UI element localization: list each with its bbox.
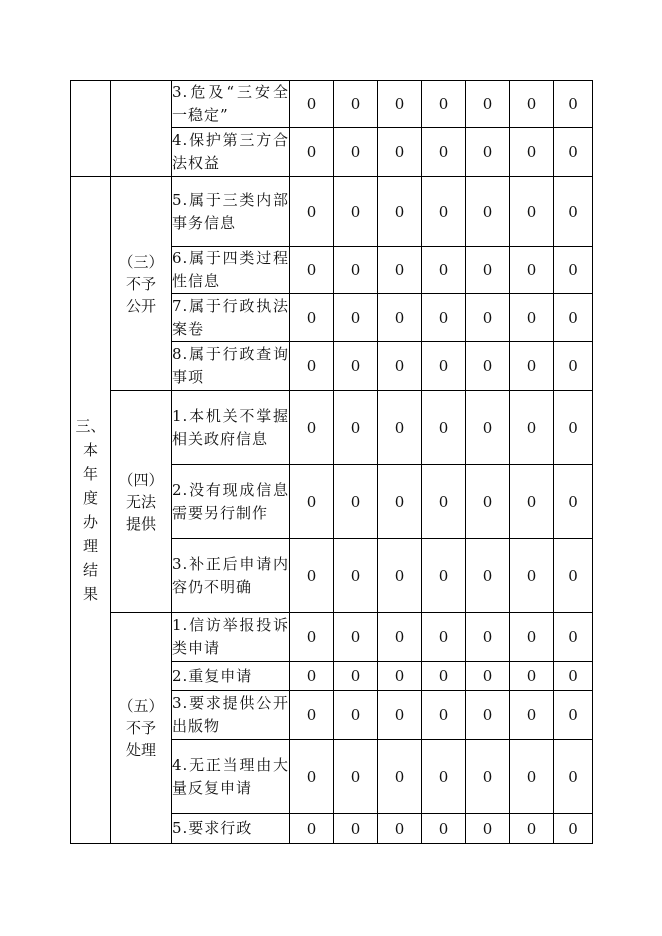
value-cell: 0 bbox=[334, 465, 378, 539]
value-cell: 0 bbox=[422, 539, 466, 613]
item-label: 5.要求行政 bbox=[172, 814, 290, 844]
value-cell: 0 bbox=[334, 342, 378, 391]
value-cell: 0 bbox=[378, 247, 422, 294]
value-cell: 0 bbox=[378, 81, 422, 128]
item-label: 3.危及“三安全一稳定” bbox=[172, 81, 290, 128]
value-cell: 0 bbox=[510, 128, 554, 177]
label-line: 不予 bbox=[125, 719, 156, 737]
value-cell: 0 bbox=[334, 247, 378, 294]
value-cell: 0 bbox=[290, 81, 334, 128]
table-row bbox=[71, 613, 593, 662]
label-line: （五） bbox=[118, 697, 164, 715]
value-cell: 0 bbox=[466, 662, 510, 691]
value-cell: 0 bbox=[510, 247, 554, 294]
value-cell: 0 bbox=[554, 128, 593, 177]
table-body bbox=[71, 81, 593, 844]
value-cell: 0 bbox=[422, 691, 466, 740]
value-cell: 0 bbox=[290, 613, 334, 662]
value-cell: 0 bbox=[554, 691, 593, 740]
value-cell: 0 bbox=[510, 177, 554, 247]
value-cell: 0 bbox=[510, 691, 554, 740]
value-cell: 0 bbox=[466, 539, 510, 613]
value-cell: 0 bbox=[290, 691, 334, 740]
value-cell: 0 bbox=[466, 342, 510, 391]
value-cell: 0 bbox=[290, 740, 334, 814]
value-cell: 0 bbox=[466, 740, 510, 814]
value-cell: 0 bbox=[510, 539, 554, 613]
item-label: 7.属于行政执法案卷 bbox=[172, 294, 290, 342]
value-cell: 0 bbox=[290, 539, 334, 613]
value-cell: 0 bbox=[466, 613, 510, 662]
label-line: （四） bbox=[118, 470, 164, 489]
group-label-not-process bbox=[111, 613, 172, 844]
value-cell: 0 bbox=[422, 177, 466, 247]
label-line: 三、 bbox=[75, 417, 106, 435]
label-line: 理 bbox=[82, 537, 98, 555]
value-cell: 0 bbox=[510, 613, 554, 662]
label-line: 公开 bbox=[125, 296, 156, 315]
value-cell: 0 bbox=[554, 247, 593, 294]
item-label: 2.重复申请 bbox=[172, 662, 290, 691]
blank-section-cell bbox=[71, 81, 111, 177]
value-cell: 0 bbox=[378, 294, 422, 342]
value-cell: 0 bbox=[466, 294, 510, 342]
section-label-annual-results bbox=[71, 177, 111, 844]
item-label: 1.信访举报投诉类申请 bbox=[172, 613, 290, 662]
item-label: 2.没有现成信息需要另行制作 bbox=[172, 465, 290, 539]
value-cell: 0 bbox=[466, 465, 510, 539]
label-line: 处理 bbox=[125, 741, 156, 759]
value-cell: 0 bbox=[378, 539, 422, 613]
value-cell: 0 bbox=[422, 247, 466, 294]
disclosure-results-table bbox=[70, 80, 593, 844]
item-label: 3.补正后申请内容仍不明确 bbox=[172, 539, 290, 613]
label-line: 不予 bbox=[125, 274, 156, 293]
value-cell: 0 bbox=[554, 662, 593, 691]
value-cell: 0 bbox=[422, 294, 466, 342]
value-cell: 0 bbox=[334, 814, 378, 844]
value-cell: 0 bbox=[510, 465, 554, 539]
label-line: 果 bbox=[82, 585, 98, 603]
value-cell: 0 bbox=[290, 177, 334, 247]
value-cell: 0 bbox=[378, 391, 422, 465]
value-cell: 0 bbox=[422, 342, 466, 391]
table-row bbox=[71, 177, 593, 247]
value-cell: 0 bbox=[334, 128, 378, 177]
value-cell: 0 bbox=[334, 539, 378, 613]
value-cell: 0 bbox=[510, 740, 554, 814]
value-cell: 0 bbox=[290, 342, 334, 391]
value-cell: 0 bbox=[334, 613, 378, 662]
value-cell: 0 bbox=[466, 691, 510, 740]
value-cell: 0 bbox=[466, 177, 510, 247]
label-line: 结 bbox=[82, 561, 98, 579]
value-cell: 0 bbox=[334, 662, 378, 691]
value-cell: 0 bbox=[554, 177, 593, 247]
label-line: 本 bbox=[82, 441, 98, 459]
value-cell: 0 bbox=[378, 662, 422, 691]
label-line: 办 bbox=[82, 513, 98, 531]
group-label-no-disclose bbox=[111, 177, 172, 391]
value-cell: 0 bbox=[510, 391, 554, 465]
value-cell: 0 bbox=[554, 539, 593, 613]
value-cell: 0 bbox=[422, 613, 466, 662]
value-cell: 0 bbox=[554, 465, 593, 539]
value-cell: 0 bbox=[466, 814, 510, 844]
value-cell: 0 bbox=[422, 740, 466, 814]
value-cell: 0 bbox=[422, 81, 466, 128]
value-cell: 0 bbox=[378, 342, 422, 391]
value-cell: 0 bbox=[422, 814, 466, 844]
value-cell: 0 bbox=[378, 177, 422, 247]
value-cell: 0 bbox=[554, 814, 593, 844]
value-cell: 0 bbox=[290, 391, 334, 465]
value-cell: 0 bbox=[334, 81, 378, 128]
value-cell: 0 bbox=[554, 342, 593, 391]
value-cell: 0 bbox=[334, 294, 378, 342]
label-line: （三） bbox=[118, 252, 164, 271]
value-cell: 0 bbox=[510, 662, 554, 691]
value-cell: 0 bbox=[290, 294, 334, 342]
value-cell: 0 bbox=[290, 465, 334, 539]
value-cell: 0 bbox=[290, 814, 334, 844]
value-cell: 0 bbox=[378, 691, 422, 740]
value-cell: 0 bbox=[378, 128, 422, 177]
value-cell: 0 bbox=[466, 128, 510, 177]
value-cell: 0 bbox=[466, 247, 510, 294]
value-cell: 0 bbox=[554, 391, 593, 465]
value-cell: 0 bbox=[422, 465, 466, 539]
item-label: 3.要求提供公开出版物 bbox=[172, 691, 290, 740]
label-line: 无法 bbox=[125, 492, 156, 511]
value-cell: 0 bbox=[510, 814, 554, 844]
value-cell: 0 bbox=[378, 814, 422, 844]
item-label: 1.本机关不掌握相关政府信息 bbox=[172, 391, 290, 465]
value-cell: 0 bbox=[510, 294, 554, 342]
value-cell: 0 bbox=[510, 81, 554, 128]
value-cell: 0 bbox=[290, 662, 334, 691]
value-cell: 0 bbox=[466, 81, 510, 128]
item-label: 6.属于四类过程性信息 bbox=[172, 247, 290, 294]
value-cell: 0 bbox=[334, 391, 378, 465]
value-cell: 0 bbox=[334, 691, 378, 740]
value-cell: 0 bbox=[422, 128, 466, 177]
value-cell: 0 bbox=[422, 391, 466, 465]
group-label-cannot-provide bbox=[111, 391, 172, 613]
value-cell: 0 bbox=[290, 128, 334, 177]
value-cell: 0 bbox=[378, 613, 422, 662]
label-line: 年 bbox=[82, 465, 98, 483]
blank-group-cell bbox=[111, 81, 172, 177]
value-cell: 0 bbox=[422, 662, 466, 691]
value-cell: 0 bbox=[554, 740, 593, 814]
item-label: 5.属于三类内部事务信息 bbox=[172, 177, 290, 247]
item-label: 8.属于行政查询事项 bbox=[172, 342, 290, 391]
value-cell: 0 bbox=[378, 740, 422, 814]
table-row bbox=[71, 81, 593, 128]
value-cell: 0 bbox=[554, 294, 593, 342]
table-row bbox=[71, 391, 593, 465]
value-cell: 0 bbox=[290, 247, 334, 294]
value-cell: 0 bbox=[554, 613, 593, 662]
value-cell: 0 bbox=[334, 740, 378, 814]
value-cell: 0 bbox=[466, 391, 510, 465]
item-label: 4.无正当理由大量反复申请 bbox=[172, 740, 290, 814]
value-cell: 0 bbox=[334, 177, 378, 247]
label-line: 提供 bbox=[125, 514, 156, 533]
value-cell: 0 bbox=[510, 342, 554, 391]
value-cell: 0 bbox=[378, 465, 422, 539]
label-line: 度 bbox=[82, 489, 98, 507]
value-cell: 0 bbox=[554, 81, 593, 128]
item-label: 4.保护第三方合法权益 bbox=[172, 128, 290, 177]
